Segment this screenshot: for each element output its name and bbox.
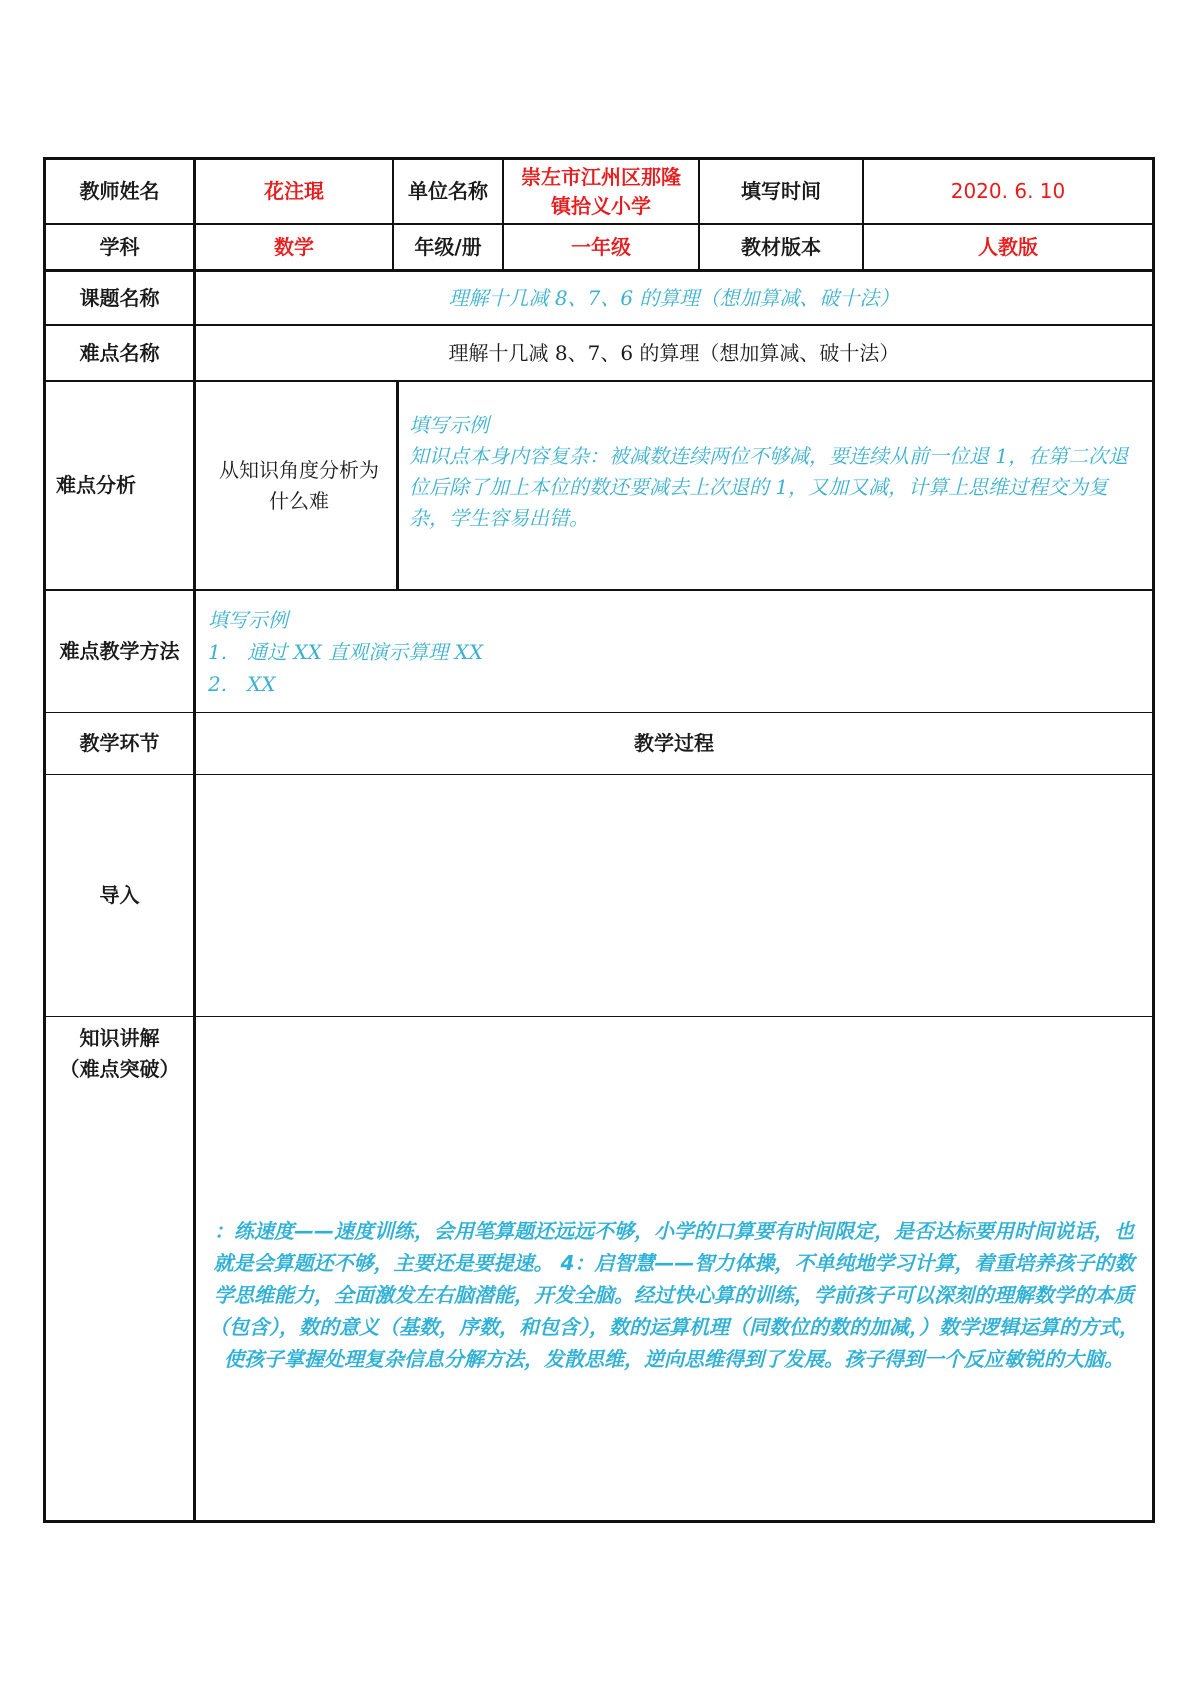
analysis-example-title: 填写示例 [409, 412, 489, 437]
row-divider [46, 1016, 1152, 1017]
grade-value: 一年级 [571, 234, 631, 259]
knowledge-label [46, 1017, 193, 1085]
analysis-example-text: 知识点本身内容复杂：被减数连续两位不够减，要连续从前一位退 1，在第二次退位后除了加上本位的数还要减去上次退的 1，又加又减，计算上思维过程交为复杂，学生容易出错。 [409, 443, 1129, 530]
analysis-label: 难点分析 [56, 473, 136, 497]
topic-value: 理解十几减 8、7、6 的算理（想加算减、破十法） [448, 285, 900, 310]
method-item: 2. XX [208, 671, 276, 696]
knowledge-label-line2: （难点突破） [59, 1057, 180, 1081]
fill-time-label: 填写时间 [741, 179, 821, 203]
intro-label: 导入 [99, 883, 140, 907]
method-item: 1. 通过 XX 直观演示算理 XX [208, 639, 484, 664]
stage-label: 教学环节 [79, 731, 160, 755]
difficulty-value: 理解十几减 8、7、6 的算理（想加算减、破十法） [448, 340, 900, 365]
grade-label: 年级/册 [414, 234, 482, 259]
subject-label: 学科 [99, 234, 140, 259]
analysis-example [409, 382, 1147, 589]
teacher-name-value: 花注琨 [264, 179, 324, 203]
topic-label: 课题名称 [79, 285, 160, 310]
fill-time-value: 2020. 6. 10 [950, 179, 1066, 203]
method-example-title: 填写示例 [208, 607, 288, 632]
method-example [208, 591, 1148, 712]
unit-name-value: 崇左市江州区那隆镇拾义小学 [521, 164, 681, 218]
col-divider [396, 382, 399, 590]
difficulty-label: 难点名称 [79, 340, 160, 365]
lesson-plan-table [43, 157, 1155, 1523]
teacher-name-label: 教师姓名 [79, 179, 160, 203]
subject-value: 数学 [274, 234, 314, 259]
edition-value: 人教版 [978, 234, 1038, 259]
unit-name-label: 单位名称 [408, 179, 488, 203]
process-label: 教学过程 [634, 731, 714, 755]
intro-content [196, 775, 1152, 1016]
analysis-sub-label: 从知识角度分析为什么难 [219, 457, 379, 513]
knowledge-content: ：练速度——速度训练，会用笔算题还远远不够，小学的口算要有时间限定，是否达标要用时间说话，也就是会算题还不够，主要还是要提速。 4：启智慧——智力体操，不单纯地学习计算，着重培养孩子的数学思维能力，全面激发左右脑潜能，开发全脑。经过快心算的训练，学前孩子可以深刻的理解数学的本质（包含），数的意义（基数，序数，和包含），数的运算机理（同数位的数的加减，）数学逻辑运算的方式，使孩子掌握处理复杂信息分解方法，发散思维，逆向思维得到了发展。孩子得到一个反应敏锐的大脑。 [209, 1219, 1139, 1371]
method-label: 难点教学方法 [59, 639, 180, 663]
edition-label: 教材版本 [741, 234, 821, 259]
knowledge-label-line1: 知识讲解 [79, 1026, 160, 1050]
